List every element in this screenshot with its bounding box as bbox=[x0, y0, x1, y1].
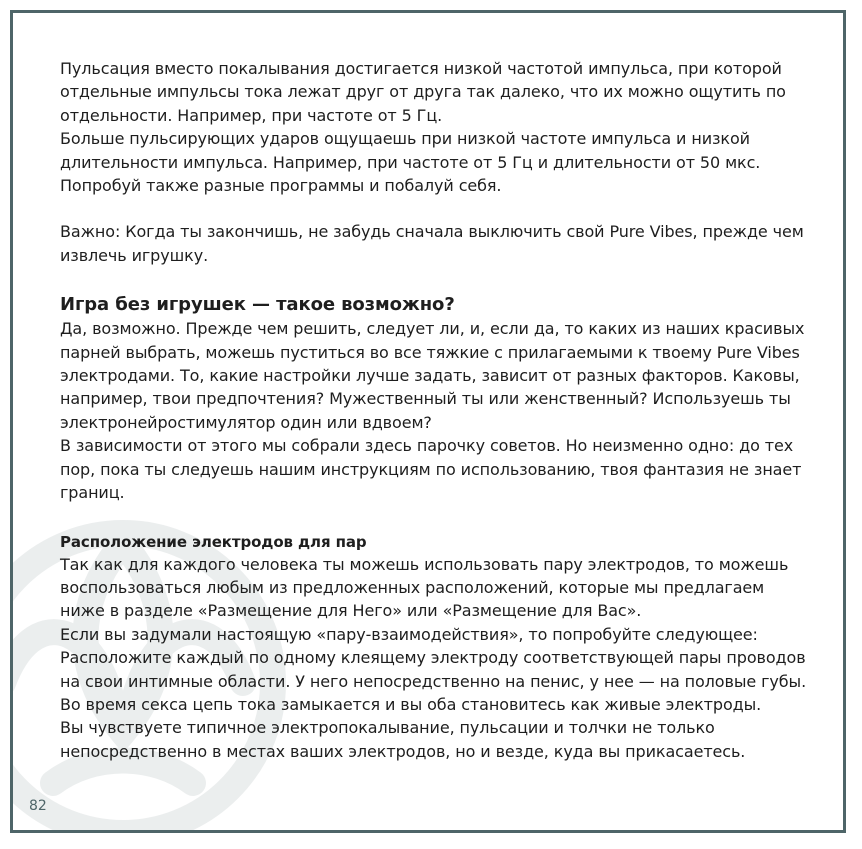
text-line: например, твои предпочтения? Мужественный ты или женственный? Используешь ты bbox=[60, 389, 791, 409]
important-note bbox=[60, 220, 830, 267]
section-toyless-play bbox=[60, 293, 830, 504]
text-line: границ. bbox=[60, 483, 125, 503]
section-couple-electrodes bbox=[60, 531, 830, 764]
text-line: Важно: Когда ты закончишь, не забудь сначала выключить свой Pure Vibes, прежде чем bbox=[60, 222, 804, 242]
text-line: Если вы задумали настоящую «пару-взаимодействия», то попробуйте следующее: bbox=[60, 624, 758, 644]
text-line: отдельные импульсы тока лежат друг от друга так далеко, что их можно ощутить по bbox=[60, 82, 786, 102]
text-line: электронейростимулятор один или вдвоем? bbox=[60, 412, 432, 432]
text-line: Пульсация вместо покалывания достигается низкой частотой импульса, при которой bbox=[60, 59, 782, 78]
text-line: электродами. То, какие настройки лучше задать, зависит от разных факторов. Каковы, bbox=[60, 366, 800, 386]
text-line: отдельности. Например, при частоте от 5 Гц. bbox=[60, 105, 443, 125]
subsection-heading: Расположение электродов для пар bbox=[60, 532, 367, 551]
text-line: ниже в разделе «Размещение для Него» или «Размещение для Вас». bbox=[60, 601, 642, 621]
page-content bbox=[60, 57, 830, 763]
text-line: парней выбрать, можешь пуститься во все тяжкие с прилагаемыми к твоему Pure Vibes bbox=[60, 342, 800, 362]
text-line: Вы чувствуете типичное электропокалывание, пульсации и толчки не только bbox=[60, 718, 715, 738]
text-line: Попробуй также разные программы и побалуй себя. bbox=[60, 176, 502, 196]
text-line: Да, возможно. Прежде чем решить, следует ли, и, если да, то каких из наших красивых bbox=[60, 319, 805, 339]
text-line: длительности импульса. Например, при частоте от 5 Гц и длительности от 50 мкс. bbox=[60, 152, 761, 172]
text-line: на свои интимные области. У него непосредственно на пенис, у нее — на половые губы. bbox=[60, 671, 807, 691]
section-heading: Игра без игрушек — такое возможно? bbox=[60, 294, 455, 316]
text-line: извлечь игрушку. bbox=[60, 245, 209, 265]
text-line: непосредственно в местах ваших электродов, но и везде, куда вы прикасаетесь. bbox=[60, 741, 746, 761]
document-page bbox=[10, 10, 846, 833]
text-line: Больше пульсирующих ударов ощущаешь при низкой частоте импульса и низкой bbox=[60, 129, 750, 149]
text-line: Во время секса цепь тока замыкается и вы оба становитесь как живые электроды. bbox=[60, 694, 762, 714]
page-number: 82 bbox=[29, 798, 47, 814]
text-line: Расположите каждый по одному клеящему электроду соответствующей пары проводов bbox=[60, 648, 806, 668]
text-line: В зависимости от этого мы собрали здесь парочку советов. Но неизменно одно: до тех bbox=[60, 436, 794, 456]
text-line: Так как для каждого человека ты можешь использовать пару электродов, то можешь bbox=[60, 554, 789, 574]
intro-paragraph bbox=[60, 57, 830, 197]
text-line: пор, пока ты следуешь нашим инструкциям по использованию, твоя фантазия не знает bbox=[60, 459, 802, 479]
text-line: воспользоваться любым из предложенных расположений, которые мы предлагаем bbox=[60, 577, 765, 597]
